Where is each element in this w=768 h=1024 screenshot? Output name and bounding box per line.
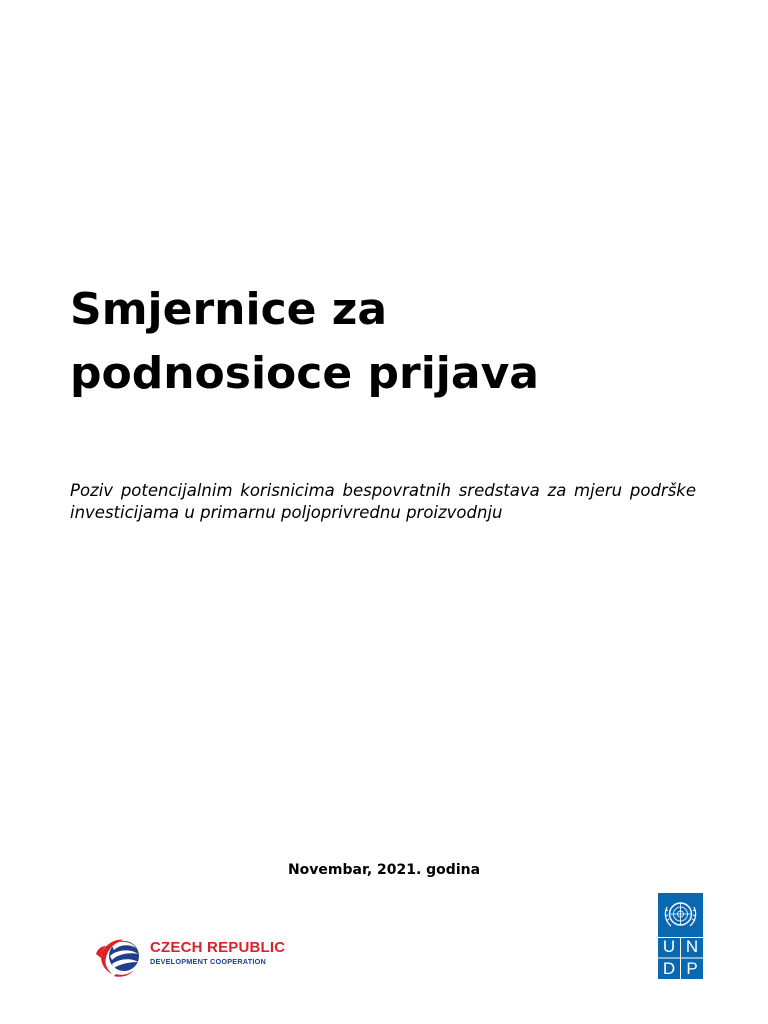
undp-letter-n: N [685,937,699,956]
document-subtitle: Poziv potencijalnim korisnicima bespovratnih sredstava za mjeru podrške investicijama u primarnu poljoprivrednu proizvodnju [70,481,696,522]
czech-logo-line-1: CZECH REPUBLIC [150,939,286,956]
undp-letter-grid [658,937,703,979]
czech-logo-line-2: DEVELOPMENT COOPERATION [150,957,266,966]
un-emblem-icon [658,893,703,937]
document-date: Novembar, 2021. godina [287,862,481,878]
undp-letter-u: U [662,937,676,956]
czech-logo-text [150,939,285,967]
undp-letter-d: D [662,959,676,978]
title-line-1: Smjernice za [70,284,388,335]
czech-globe-emblem-icon [94,934,146,978]
undp-grid-lines [658,937,703,979]
title-line-2: podnosioce prijava [70,348,539,399]
undp-letter-p: P [686,959,698,978]
document-title [70,278,710,406]
czech-development-cooperation-logo [94,934,284,978]
undp-logo [658,893,703,979]
